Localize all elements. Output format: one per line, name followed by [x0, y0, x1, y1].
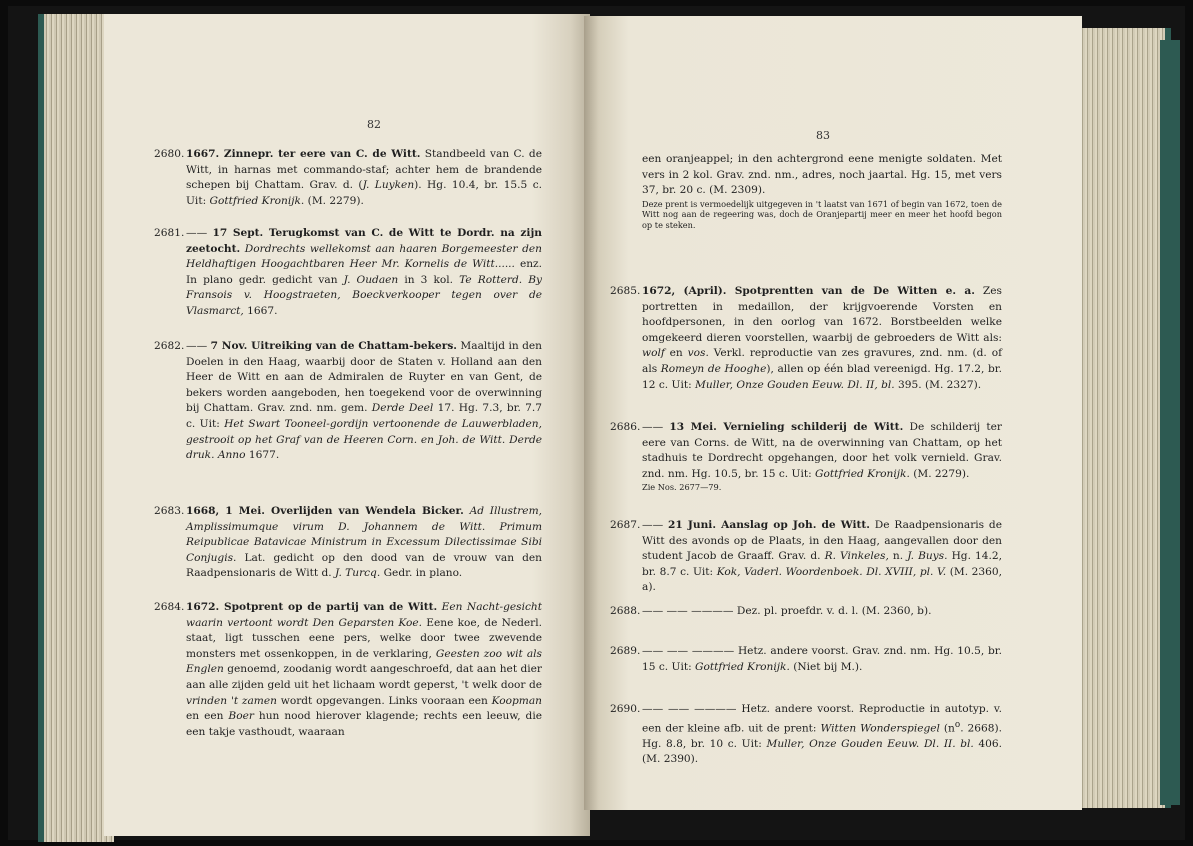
entry-text: —— —— ———— Hetz. andere voorst. Grav. znd. nm. Hg. 10.5, br. 15 c. Uit: Gottfried Kronijk. (Niet bij M.).	[642, 645, 1002, 673]
entry-2690	[610, 702, 1003, 768]
entry-number: 2681.	[154, 227, 185, 239]
entry-2682	[154, 339, 543, 464]
entry-continuation	[642, 152, 1002, 231]
entry-2683	[154, 504, 542, 582]
entry-2688	[610, 604, 1002, 620]
entry-number: 2689.	[610, 645, 641, 657]
entry-number: 2687.	[610, 519, 641, 531]
entry-number: 2688.	[610, 605, 641, 617]
entry-text: 1667. Zinnepr. ter eere van C. de Witt. Standbeeld van C. de Witt, in harnas met commando-staf; achter hem de brandende schepen bij Chattam. Grav. d. (J. Luyken). Hg. 10.4, br. 15.5 c. Uit: Gottfried Kronijk. (M. 2279).	[186, 148, 542, 207]
continuation-note: Deze prent is vermoedelijk uitgegeven in 't laatst van 1671 of begin van 1672, toen de Witt nog aan de regeering was, doch de Oranjepartij meer en meer het hoofd begon op te steken.	[642, 198, 1002, 230]
entry-text: —— 13 Mei. Vernieling schilderij de Witt. De schilderij ter eere van Corns. de Witt, na de overwinning van Chattam, op het stadhuis te Dordrecht opgehangen, door het volk vernield. Grav. znd. nm. Hg. 10.5, br. 15 c. Uit: Gottfried Kronijk. (M. 2279).	[642, 421, 1002, 480]
entry-number: 2682.	[154, 340, 185, 352]
entry-text: 1668, 1 Mei. Overlijden van Wendela Bicker. Ad Illustrem, Amplissimumque virum D. Johannem de Witt. Primum Reipublicae Batavicae Ministrum in Excessum Dilectissimae Sibi Conjugis. Lat. gedicht op den dood van de vrouw van den Raadpensionaris de Witt d. J. Turcq. Gedr. in plano.	[186, 505, 542, 580]
entry-note: Zie Nos. 2677—79.	[642, 482, 722, 493]
right-page	[584, 16, 1082, 810]
entry-2689	[610, 644, 1002, 675]
page-number-left: 82	[367, 118, 381, 131]
book-right-page-edges	[1075, 28, 1171, 808]
left-page	[104, 14, 590, 836]
entry-text: 1672, (April). Spotprentten van de De Witten e. a. Zes portretten in medaillon, der krijgvoerende Vorsten en hoofdpersonen, in den oorlog van 1672. Borstbeelden welke omgekeerd dieren voorstellen, waarbij de gebroeders de Witt als: wolf en vos. Verkl. reproductie van zes gravures, znd. nm. (d. of als Romeyn de Hooghe), allen op één blad vereenigd. Hg. 17.2, br. 12 c. Uit: Muller, Onze Gouden Eeuw. Dl. II, bl. 395. (M. 2327).	[642, 285, 1002, 391]
entry-2684	[154, 600, 542, 740]
entry-2681	[154, 226, 542, 320]
book-cover-right	[1160, 40, 1180, 805]
entry-number: 2680.	[154, 148, 185, 160]
entry-number: 2686.	[610, 421, 641, 433]
entry-2680	[154, 147, 542, 209]
book-left-page-edges	[38, 14, 114, 842]
entry-number: 2683.	[154, 505, 185, 517]
entry-2687	[610, 518, 1002, 596]
entry-2686	[610, 420, 1002, 493]
page-number-right: 83	[816, 129, 830, 142]
entry-text: —— —— ———— Dez. pl. proefdr. v. d. l. (M. 2360, b).	[642, 605, 932, 617]
entry-text: —— 21 Juni. Aanslag op Joh. de Witt. De Raadpensionaris de Witt des avonds op de Plaats, in den Haag, aangevallen door den student Jacob de Graaff. Grav. d. R. Vinkeles, n. J. Buys. Hg. 14.2, br. 8.7 c. Uit: Kok, Vaderl. Woordenboek. Dl. XVIII, pl. V. (M. 2360, a).	[642, 519, 1002, 594]
entry-number: 2690.	[610, 703, 641, 715]
continuation-text: een oranjeappel; in den achtergrond eene menigte soldaten. Met vers in 2 kol. Grav. znd. nm., adres, noch jaartal. Hg. 15, met vers 37, br. 20 c. (M. 2309).	[642, 153, 1002, 197]
entry-text: —— 17 Sept. Terugkomst van C. de Witt te Dordr. na zijn zeetocht. Dordrechts wellekomst aan haaren Borgemeester den Heldhaftigen Hoogachtbaren Heer Mr. Kornelis de Witt...... enz. In plano gedr. gedicht van J. Oudaen in 3 kol. Te Rotterd. By Fransois v. Hoogstraeten, Boeckverkooper tegen over de Vlasmarct, 1667.	[186, 227, 542, 317]
entry-number: 2684.	[154, 601, 185, 613]
entry-number: 2685.	[610, 285, 641, 297]
entry-text: —— —— ———— Hetz. andere voorst. Reproductie in autotyp. v. een der kleine afb. uit de prent: Witten Wonderspiegel ($n^o$. 2668). Hg. 8.8, br. 10 c. Uit: Muller, Onze Gouden Eeuw. Dl. II. bl. 406. (M. 2390).	[642, 703, 1003, 766]
entry-2685	[610, 284, 1002, 393]
entry-text: 1672. Spotprent op de partij van de Witt. Een Nacht-gesicht waarin vertoont wordt Den Geparsten Koe. Eene koe, de Nederl. staat, ligt tusschen eene pers, welke door twee zwevende monsters met ossenkoppen, in de verklaring, Geesten zoo wit als Englen genoemd, zoodanig wordt aangeschroefd, dat aan het dier aan alle zijden geld uit het lichaam wordt geperst, 't welk door de vrinden 't zamen wordt opgevangen. Links vooraan een Koopman en een Boer hun nood hierover klagende; rechts een leeuw, die een takje vasthoudt, waaraan	[186, 601, 542, 738]
entry-text: —— 7 Nov. Uitreiking van de Chattam-bekers. Maaltijd in den Doelen in den Haag, waarbij door de Staten v. Holland aan den Heer de Witt en aan de Admiralen de Ruyter en van Gent, de bekers worden aangeboden, hen toegekend voor de overwinning bij Chattam. Grav. znd. nm. gem. Derde Deel 17. Hg. 7.3, br. 7.7 c. Uit: Het Swart Tooneel-gordijn vertoonende de Lauwerbladen, gestrooit op het Graf van de Heeren Corn. en Joh. de Witt. Derde druk. Anno 1677.	[186, 340, 543, 462]
